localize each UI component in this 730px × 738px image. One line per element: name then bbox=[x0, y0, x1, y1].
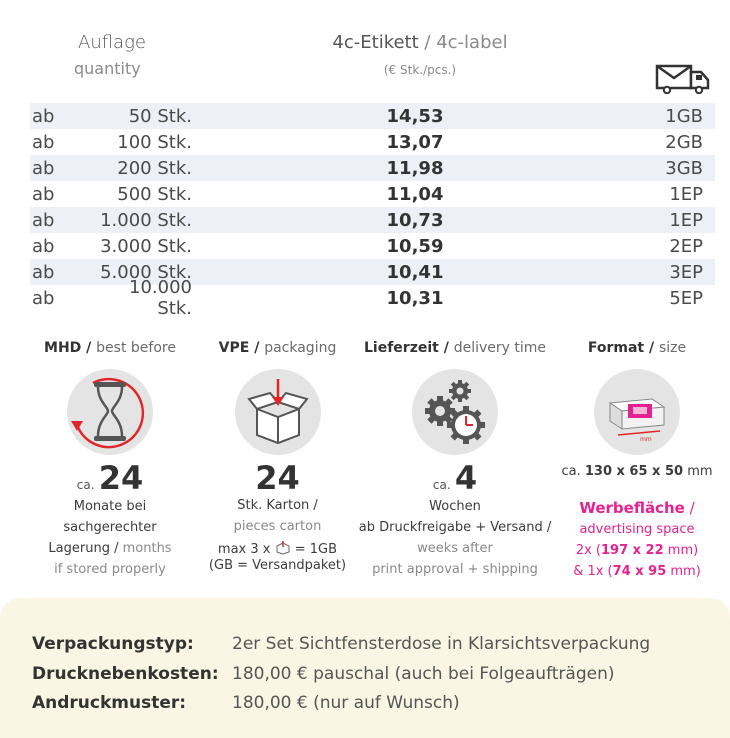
vpe-title: VPE / packaging bbox=[218, 340, 337, 356]
table-row: ab 1.000 Stk. 10,73 1EP bbox=[30, 207, 715, 233]
label-box-icon bbox=[594, 369, 680, 455]
table-row: ab 3.000 Stk. 10,59 2EP bbox=[32, 235, 703, 257]
box-icon bbox=[235, 369, 321, 455]
quantity-header bbox=[74, 32, 178, 78]
small-box-icon bbox=[275, 541, 291, 555]
format-title: Format / size bbox=[587, 340, 687, 356]
table-row: ab 5.000 Stk. 10,41 3EP bbox=[30, 259, 715, 285]
price-header-de: 4c-Etikett bbox=[332, 32, 419, 53]
price-unit: (€ Stk./pcs.) bbox=[383, 63, 457, 77]
svg-text:mm: mm bbox=[640, 436, 652, 443]
table-row: ab 200 Stk. 11,98 3GB bbox=[30, 155, 715, 181]
format-info: Format / size mm ca. 130 x 65 x 50 mm Werbefläche / advertising space 2x (197 x 22 mm) & 1x (74 x 95 mm) bbox=[553, 338, 721, 582]
detail-row: Andruckmuster: 180,00 € (nur auf Wunsch) bbox=[32, 693, 460, 713]
advertising-title: Werbefläche bbox=[579, 499, 685, 517]
quantity-header-en: quantity bbox=[74, 59, 141, 78]
mhd-info: MHD / best before ca. 24 Monate bei sachgerechter Lagerung / months if stored properly bbox=[30, 338, 190, 580]
details-box bbox=[0, 598, 730, 738]
format-size: 130 x 65 x 50 bbox=[584, 464, 684, 479]
lieferzeit-value: 4 bbox=[454, 459, 478, 497]
quantity-header-de: Auflage bbox=[78, 32, 146, 53]
vpe-info: VPE / packaging 24 Stk. Karton / pieces carton max 3 x = 1GB (GB = Versandpaket) bbox=[195, 338, 360, 574]
envelope-truck-icon bbox=[655, 64, 711, 94]
lieferzeit-info: Lieferzeit / delivery time ca. 4 Wochen ab Druckfreigabe + Versand / weeks after print approval + shipping bbox=[355, 338, 555, 580]
vpe-value: 24 bbox=[255, 459, 300, 497]
mhd-value: 24 bbox=[98, 459, 144, 497]
detail-row: Drucknebenkosten: 180,00 € pauschal (auch bei Folgeaufträgen) bbox=[32, 664, 615, 684]
table-row: ab 500 Stk. 11,04 1EP bbox=[32, 183, 703, 205]
price-header-en: 4c-label bbox=[436, 32, 508, 53]
mhd-title: MHD / best before bbox=[44, 340, 176, 356]
price-header: 4c-Etikett / 4c-label (€ Stk./pcs.) bbox=[300, 32, 540, 77]
gears-clock-icon bbox=[412, 369, 498, 455]
hourglass-icon bbox=[67, 369, 153, 455]
table-row: ab 50 Stk. 14,53 1GB bbox=[30, 103, 715, 129]
table-row: ab 10.000 Stk. 10,31 5EP bbox=[32, 277, 703, 319]
table-row: ab 100 Stk. 13,07 2GB bbox=[32, 131, 703, 153]
price-table bbox=[30, 103, 715, 319]
detail-row: Verpackungstyp: 2er Set Sichtfensterdose in Klarsichtsverpackung bbox=[32, 634, 651, 654]
lieferzeit-title: Lieferzeit / delivery time bbox=[363, 340, 547, 356]
